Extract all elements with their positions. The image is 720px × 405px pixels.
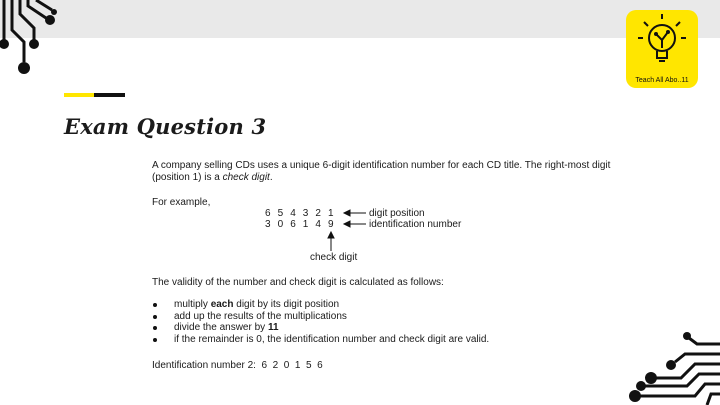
position-digit: 6: [265, 208, 271, 219]
id-digit: 0: [277, 219, 284, 230]
example-label: For example,: [152, 197, 211, 208]
position-digit: 4: [290, 208, 296, 219]
validity-intro: The validity of the number and check digit is calculated as follows:: [152, 277, 444, 288]
id-number-2-label: Identification number 2:: [152, 360, 256, 371]
step-text: if the remainder is 0, the identification number and check digit are valid.: [174, 333, 490, 345]
slide-title: Exam Question 3: [64, 114, 267, 139]
digit-position-label: digit position: [369, 208, 425, 219]
intro-emphasis: check digit: [222, 172, 270, 183]
position-digit: 5: [277, 208, 284, 219]
intro-text: A company selling CDs uses a unique 6-digit identification number for each CD title. The right-most digit (position 1) is a: [152, 160, 611, 183]
id-digit: 6: [290, 219, 296, 230]
list-item: [152, 299, 489, 311]
list-item: [152, 334, 489, 346]
id-number-2-digits: 6 2 0 1 5 6: [261, 360, 323, 371]
logo-text: Teach All Abo..11: [635, 77, 689, 84]
step-text: digit by its digit position: [233, 299, 340, 310]
intro-end: .: [269, 172, 273, 183]
id-digit: 9: [327, 219, 334, 230]
identification-number-2: [152, 360, 323, 372]
step-bold: each: [210, 299, 234, 310]
id-digit: 4: [315, 219, 321, 230]
list-item: [152, 322, 489, 334]
list-item: [152, 311, 489, 323]
check-digit-label: check digit: [310, 252, 358, 263]
step-text: multiply: [174, 299, 211, 310]
step-text: add up the results of the multiplications: [174, 310, 347, 322]
identification-number-label: identification number: [369, 219, 462, 230]
position-digit: 3: [302, 208, 309, 219]
step-text: divide the answer by: [174, 322, 268, 333]
position-digit: 2: [315, 208, 321, 219]
id-digit: 3: [265, 219, 271, 230]
id-digit: 1: [302, 219, 309, 230]
position-digit: 1: [327, 208, 334, 219]
calculation-steps: [152, 299, 489, 345]
step-bold: 11: [267, 322, 279, 333]
